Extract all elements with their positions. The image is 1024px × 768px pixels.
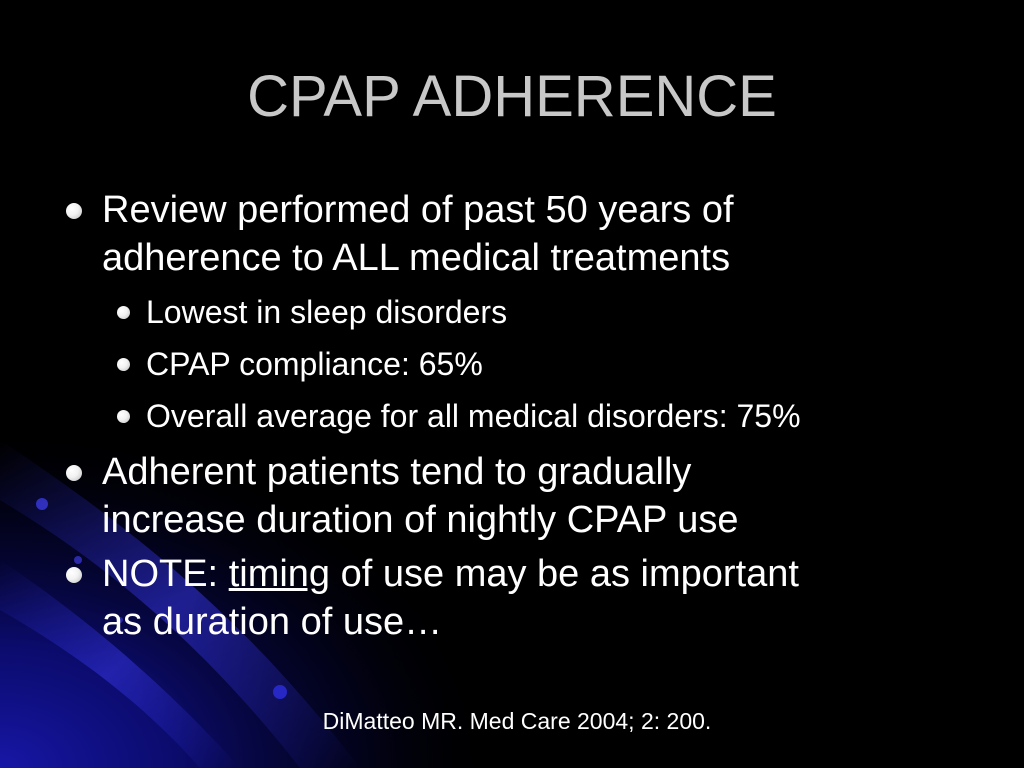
sub-bullet-text: CPAP compliance: 65%	[146, 346, 483, 382]
slide-content	[64, 186, 984, 652]
sub-bullet-dot-icon	[117, 306, 130, 319]
bullet-note	[64, 550, 984, 646]
note-emphasis: timing	[228, 553, 331, 595]
sub-bullet-dot-icon	[117, 358, 130, 371]
bullet-dot-icon	[66, 203, 82, 219]
bullet-text-line2: adherence to ALL medical treatments	[102, 237, 731, 279]
sub-bullet-dot-icon	[117, 410, 130, 423]
citation: DiMatteo MR. Med Care 2004; 2: 200.	[322, 708, 712, 734]
sub-bullet-overall-average	[116, 396, 984, 436]
bullet-text-line2: as duration of use…	[102, 601, 443, 643]
bullet-text-line1: Adherent patients tend to gradually	[102, 451, 692, 493]
sub-bullet-text: Overall average for all medical disorders: 75%	[146, 398, 801, 434]
sub-bullet-cpap-compliance	[116, 344, 984, 384]
note-line1-rest: of use may be as important	[330, 553, 799, 595]
bullet-review	[64, 186, 984, 282]
bullet-text-line2: increase duration of nightly CPAP use	[102, 499, 739, 541]
bullet-text-line1: Review performed of past 50 years of	[102, 189, 734, 231]
sub-bullet-sleep-disorders	[116, 292, 984, 332]
sub-bullet-list	[64, 292, 984, 436]
decor-dot	[273, 685, 287, 699]
bullet-adherent-patients	[64, 448, 984, 544]
bullet-dot-icon	[66, 567, 82, 583]
decor-dot	[36, 498, 48, 510]
slide-title: CPAP ADHERENCE	[247, 64, 777, 129]
note-prefix: NOTE:	[102, 553, 229, 595]
bullet-dot-icon	[66, 465, 82, 481]
sub-bullet-text: Lowest in sleep disorders	[146, 294, 508, 330]
